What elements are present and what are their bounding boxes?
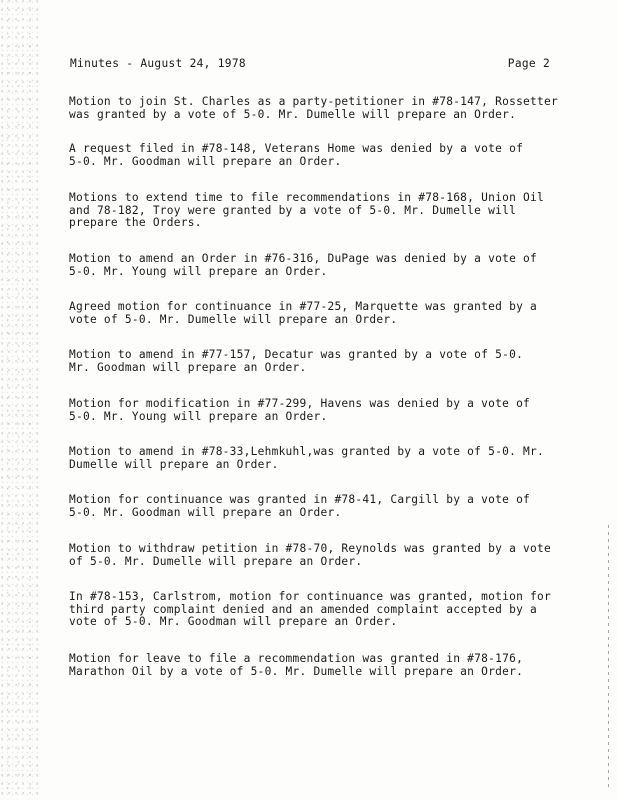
header-title: Minutes - August 24, 1978: [70, 57, 246, 70]
paragraph-7: Motion for modification in #77-299, Havens was denied by a vote of 5-0. Mr. Young will prepare an Order.: [69, 397, 531, 423]
page-header: [70, 57, 550, 73]
paragraph-6: Motion to amend in #77-157, Decatur was granted by a vote of 5-0. Mr. Goodman will prepare an Order.: [69, 348, 524, 374]
scan-edge-noise: [0, 0, 40, 800]
scan-edge-line: [608, 525, 609, 790]
paragraph-2: A request filed in #78-148, Veterans Home was denied by a vote of 5-0. Mr. Goodman will prepare an Order.: [69, 142, 524, 168]
paragraph-10: Motion to withdraw petition in #78-70, Reynolds was granted by a vote of 5-0. Mr. Dumelle will prepare an Order.: [69, 542, 551, 568]
paragraph-3: Motions to extend time to file recommendations in #78-168, Union Oil and 78-182, Troy were granted by a vote of 5-0. Mr. Dumelle will prepare the Orders.: [69, 191, 545, 229]
paragraph-9: Motion for continuance was granted in #78-41, Cargill by a vote of 5-0. Mr. Goodman will prepare an Order.: [69, 493, 531, 519]
page-number: Page 2: [507, 57, 550, 70]
paragraph-1: Motion to join St. Charles as a party-petitioner in #78-147, Rossetter was granted by a vote of 5-0. Mr. Dumelle will prepare an Order.: [69, 95, 558, 121]
paragraph-11: In #78-153, Carlstrom, motion for continuance was granted, motion for third party complaint denied and an amended complaint accepted by a vote of 5-0. Mr. Goodman will prepare an Order.: [69, 590, 551, 628]
paragraph-8: Motion to amend in #78-33,Lehmkuhl,was granted by a vote of 5-0. Mr. Dumelle will prepare an Order.: [69, 445, 545, 471]
paragraph-5: Agreed motion for continuance in #77-25, Marquette was granted by a vote of 5-0. Mr. Dumelle will prepare an Order.: [69, 300, 538, 326]
paragraph-4: Motion to amend an Order in #76-316, DuPage was denied by a vote of 5-0. Mr. Young will prepare an Order.: [69, 252, 538, 278]
paragraph-12: Motion for leave to file a recommendation was granted in #78-176, Marathon Oil by a vote of 5-0. Mr. Dumelle will prepare an Order.: [69, 652, 524, 678]
